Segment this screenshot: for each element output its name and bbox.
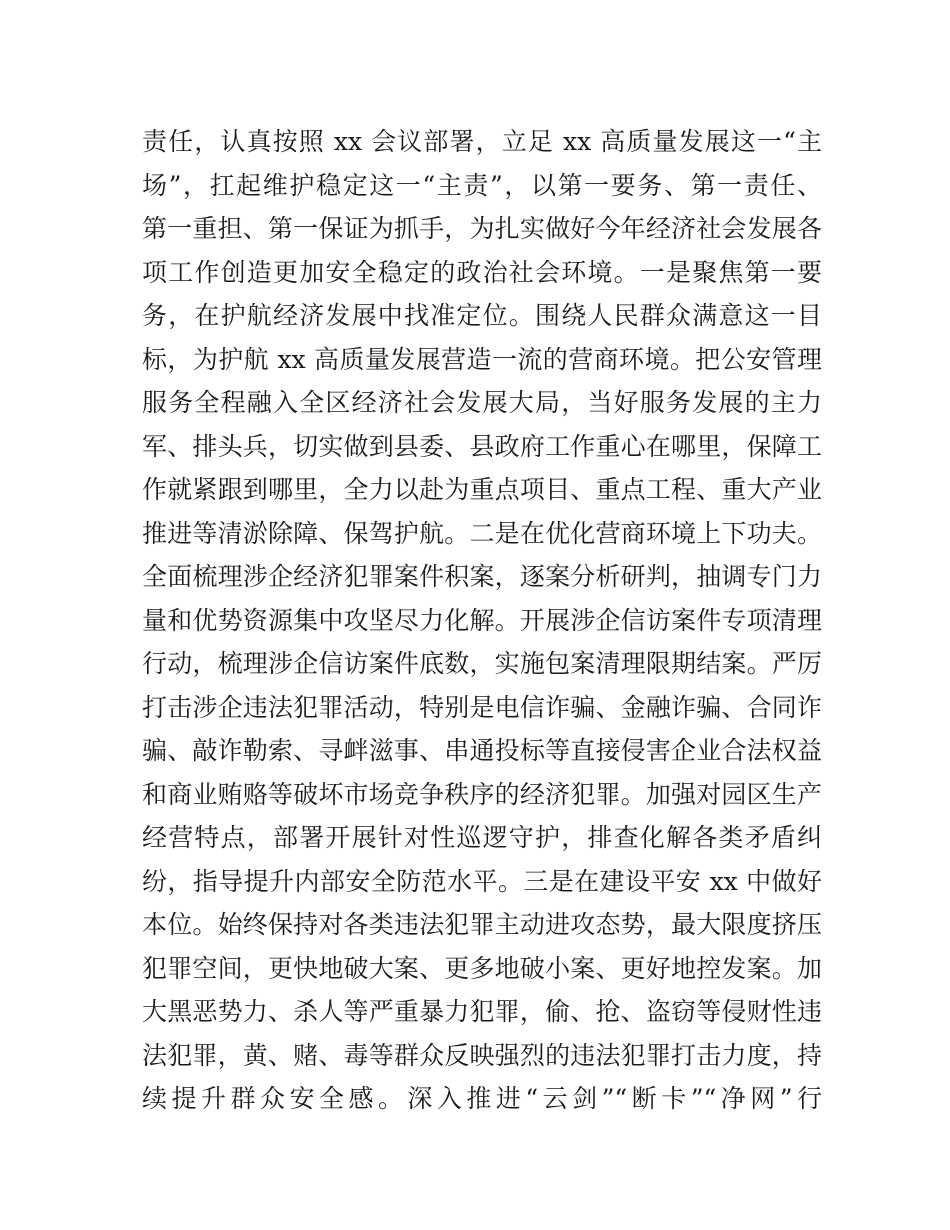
text-line: 场”，扛起维护稳定这一“主责”，以第一要务、第一责任、 <box>142 170 822 200</box>
text-line: 作就紧跟到哪里，全力以赴为重点项目、重点工程、重大产业 <box>142 475 822 504</box>
text-line: 全面梳理涉企经济犯罪案件积案，逐案分析研判，抽调专门力 <box>142 562 822 591</box>
text-line: 量和优势资源集中攻坚尽力化解。开展涉企信访案件专项清理 <box>142 605 822 635</box>
text-line: 推进等清淤除障、保驾护航。二是在优化营商环境上下功夫。 <box>142 518 822 548</box>
text-line: 第一重担、第一保证为抓手，为扎实做好今年经济社会发展各 <box>142 214 822 243</box>
text-line: 犯罪空间，更快地破大案、更多地破小案、更好地控发案。加 <box>142 953 822 983</box>
text-line: 和商业贿赂等破坏市场竞争秩序的经济犯罪。加强对园区生产 <box>142 779 822 809</box>
text-line: 纷，指导提升内部安全防范水平。三是在建设平安 xx 中做好 <box>142 866 822 896</box>
text-line: 本位。始终保持对各类违法犯罪主动进攻态势，最大限度挤压 <box>142 910 822 939</box>
text-line: 打击涉企违法犯罪活动，特别是电信诈骗、金融诈骗、合同诈 <box>142 692 822 722</box>
text-line: 续提升群众安全感。深入推进“云剑”“断卡”“净网”行 <box>142 1084 822 1113</box>
text-line: 骗、敲诈勒索、寻衅滋事、串通投标等直接侵害企业合法权益 <box>142 736 822 765</box>
text-line: 大黑恶势力、杀人等严重暴力犯罪，偷、抢、盗窃等侵财性违 <box>142 997 822 1026</box>
text-line: 行动，梳理涉企信访案件底数，实施包案清理限期结案。严厉 <box>142 649 822 678</box>
text-line: 务，在护航经济发展中找准定位。围绕人民群众满意这一目 <box>142 301 822 330</box>
text-line: 经营特点，部署开展针对性巡逻守护，排查化解各类矛盾纠 <box>142 823 822 852</box>
text-line: 服务全程融入全区经济社会发展大局，当好服务发展的主力 <box>142 388 822 417</box>
body-text <box>142 120 822 1121</box>
text-line: 责任，认真按照 xx 会议部署，立足 xx 高质量发展这一“主 <box>142 127 822 156</box>
text-line: 项工作创造更加安全稳定的政治社会环境。一是聚焦第一要 <box>142 257 822 287</box>
text-line: 军、排头兵，切实做到县委、县政府工作重心在哪里，保障工 <box>142 431 822 461</box>
text-line: 法犯罪，黄、赌、毒等群众反映强烈的违法犯罪打击力度，持 <box>142 1040 822 1070</box>
text-line: 标，为护航 xx 高质量发展营造一流的营商环境。把公安管理 <box>142 344 822 374</box>
